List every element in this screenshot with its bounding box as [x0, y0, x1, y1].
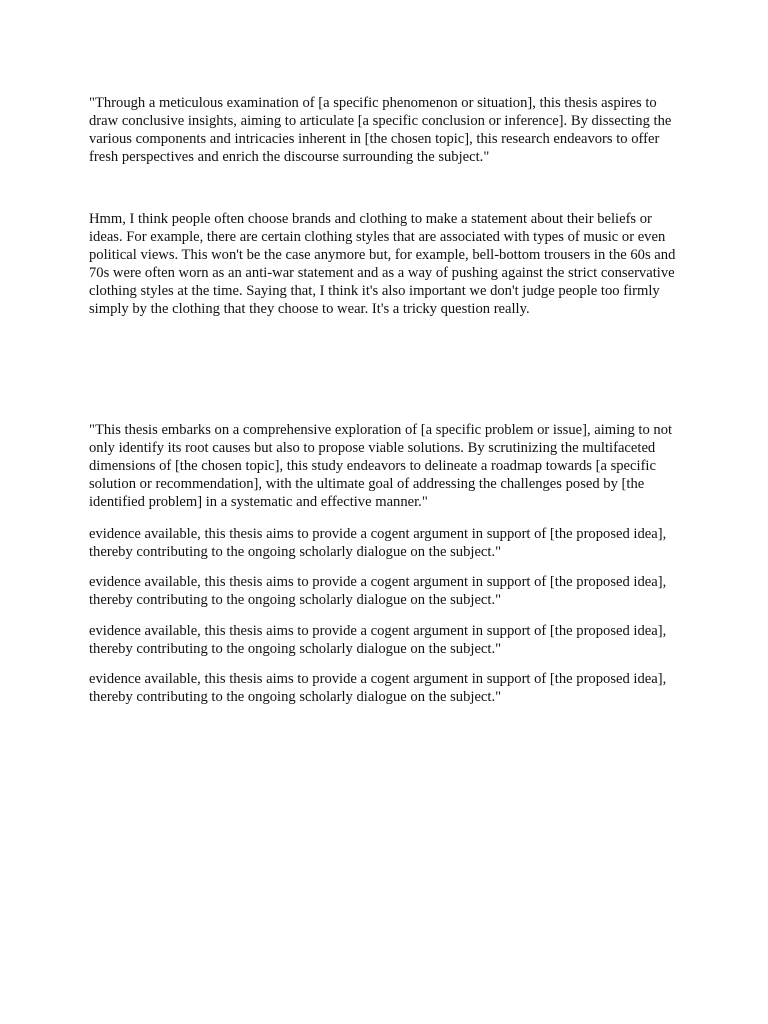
paragraph-evidence-2: evidence available, this thesis aims to provide a cogent argument in support of [the proposed idea], thereby contributing to the ongoing scholarly dialogue on the subject."	[89, 574, 667, 608]
paragraph-thesis-exploration: "This thesis embarks on a comprehensive exploration of [a specific problem or issue], aiming to not only identify its root causes but also to propose viable solutions. By scrutinizing the multifaceted dimensions of [the chosen topic], this study endeavors to delineate a roadmap towards [a specific solution or recommendation], with the ultimate goal of addressing the challenges posed by [the identified problem] in a systematic and effective manner."	[89, 422, 673, 510]
paragraph-thesis-examination: "Through a meticulous examination of [a specific phenomenon or situation], this thesis aspires to draw conclusive insights, aiming to articulate [a specific conclusion or inference]. By dissecting the various components and intricacies inherent in [the chosen topic], this research endeavors to offer fresh perspectives and enrich the discourse surrounding the subject."	[89, 95, 672, 165]
paragraph-clothing-statement: Hmm, I think people often choose brands and clothing to make a statement about their beliefs or ideas. For example, there are certain clothing styles that are associated with types of music or even political views. This won't be the case anymore but, for example, bell-bottom trousers in the 60s and 70s were often worn as an anti-war statement and as a way of pushing against the strict conservative clothing styles at the time. Saying that, I think it's also important we don't judge people too firmly simply by the clothing that they choose to wear. It's a tricky question really.	[89, 211, 676, 317]
paragraph-evidence-3: evidence available, this thesis aims to provide a cogent argument in support of [the proposed idea], thereby contributing to the ongoing scholarly dialogue on the subject."	[89, 623, 667, 657]
paragraph-evidence-4: evidence available, this thesis aims to provide a cogent argument in support of [the proposed idea], thereby contributing to the ongoing scholarly dialogue on the subject."	[89, 671, 667, 705]
paragraph-evidence-1: evidence available, this thesis aims to provide a cogent argument in support of [the proposed idea], thereby contributing to the ongoing scholarly dialogue on the subject."	[89, 526, 667, 560]
